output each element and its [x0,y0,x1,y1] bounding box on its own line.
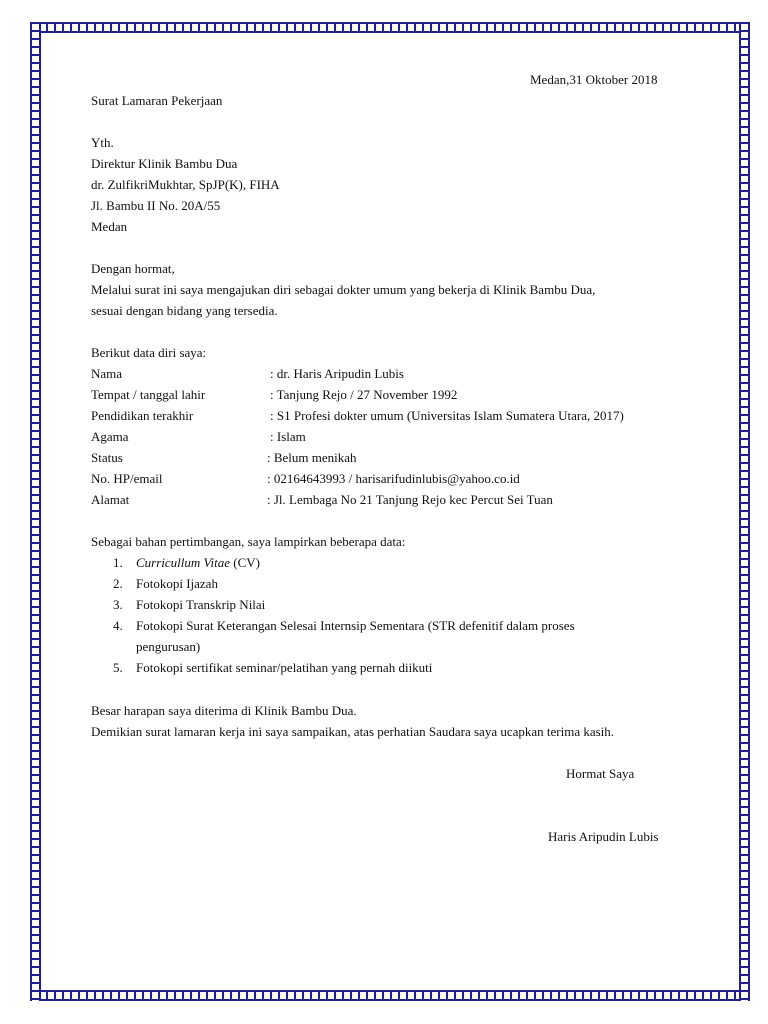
closing-line2: Demikian surat lamaran kerja ini saya sampaikan, atas perhatian Saudara saya ucapkan terima kasih. [91,724,615,739]
list-item-text: Fotokopi Transkrip Nilai [136,597,266,612]
attachments-intro: Sebagai bahan pertimbangan, saya lampirkan beberapa data: [91,534,406,549]
personal-data-label: Tempat / tanggal lahir [91,387,206,402]
list-item-text: Fotokopi Ijazah [136,576,218,591]
list-item-number: 2. [113,576,123,591]
recipient-greeting: Yth. [91,135,114,150]
list-item-italic-text: Curricullum Vitae [136,555,231,570]
personal-data-value: : S1 Profesi dokter umum (Universitas Islam Sumatera Utara, 2017) [270,408,624,423]
personal-data-intro: Berikut data diri saya: [91,345,207,360]
list-item-number: 4. [113,618,123,633]
recipient-name: dr. ZulfikriMukhtar, SpJP(K), FIHA [91,177,280,192]
personal-data-label: Status [91,450,123,465]
list-item-text: Fotokopi sertifikat seminar/pelatihan yang pernah diikuti [136,660,433,675]
personal-data-label: Agama [91,429,129,444]
list-item-number: 5. [113,660,123,675]
personal-data-label: Nama [91,366,123,381]
signature-name: Haris Aripudin Lubis [548,829,659,844]
opening-paragraph-line1: Melalui surat ini saya mengajukan diri sebagai dokter umum yang bekerja di Klinik Bambu Dua, [91,282,596,297]
personal-data-value: : Jl. Lembaga No 21 Tanjung Rejo kec Percut Sei Tuan [267,492,553,507]
personal-data-value: : 02164643993 / harisarifudinlubis@yahoo.co.id [267,471,520,486]
list-item-suffix: (CV) [230,555,260,570]
personal-data-label: Pendidikan terakhir [91,408,194,423]
decorative-border-right [739,22,750,1001]
decorative-border-bottom [30,990,750,1001]
personal-data-label: Alamat [91,492,130,507]
list-item-text: pengurusan) [136,639,201,654]
list-item-number: 3. [113,597,123,612]
list-item-text [136,555,260,571]
regards: Hormat Saya [566,766,635,781]
letter-date: Medan,31 Oktober 2018 [530,72,658,87]
decorative-border-left [30,22,41,1001]
closing-line1: Besar harapan saya diterima di Klinik Bambu Dua. [91,703,357,718]
letter-subject: Surat Lamaran Pekerjaan [91,93,223,108]
personal-data-label: No. HP/email [91,471,163,486]
list-item-number: 1. [113,555,123,570]
personal-data-value: : Belum menikah [267,450,357,465]
salutation: Dengan hormat, [91,261,175,276]
opening-paragraph-line2: sesuai dengan bidang yang tersedia. [91,303,278,318]
personal-data-value: : dr. Haris Aripudin Lubis [270,366,404,381]
personal-data-value: : Tanjung Rejo / 27 November 1992 [270,387,458,402]
personal-data-value: : Islam [270,429,306,444]
list-item-text: Fotokopi Surat Keterangan Selesai Internsip Sementara (STR defenitif dalam proses [136,618,575,633]
recipient-city: Medan [91,219,128,234]
recipient-title: Direktur Klinik Bambu Dua [91,156,238,171]
recipient-address: Jl. Bambu II No. 20A/55 [91,198,221,213]
decorative-border-top [30,22,750,33]
